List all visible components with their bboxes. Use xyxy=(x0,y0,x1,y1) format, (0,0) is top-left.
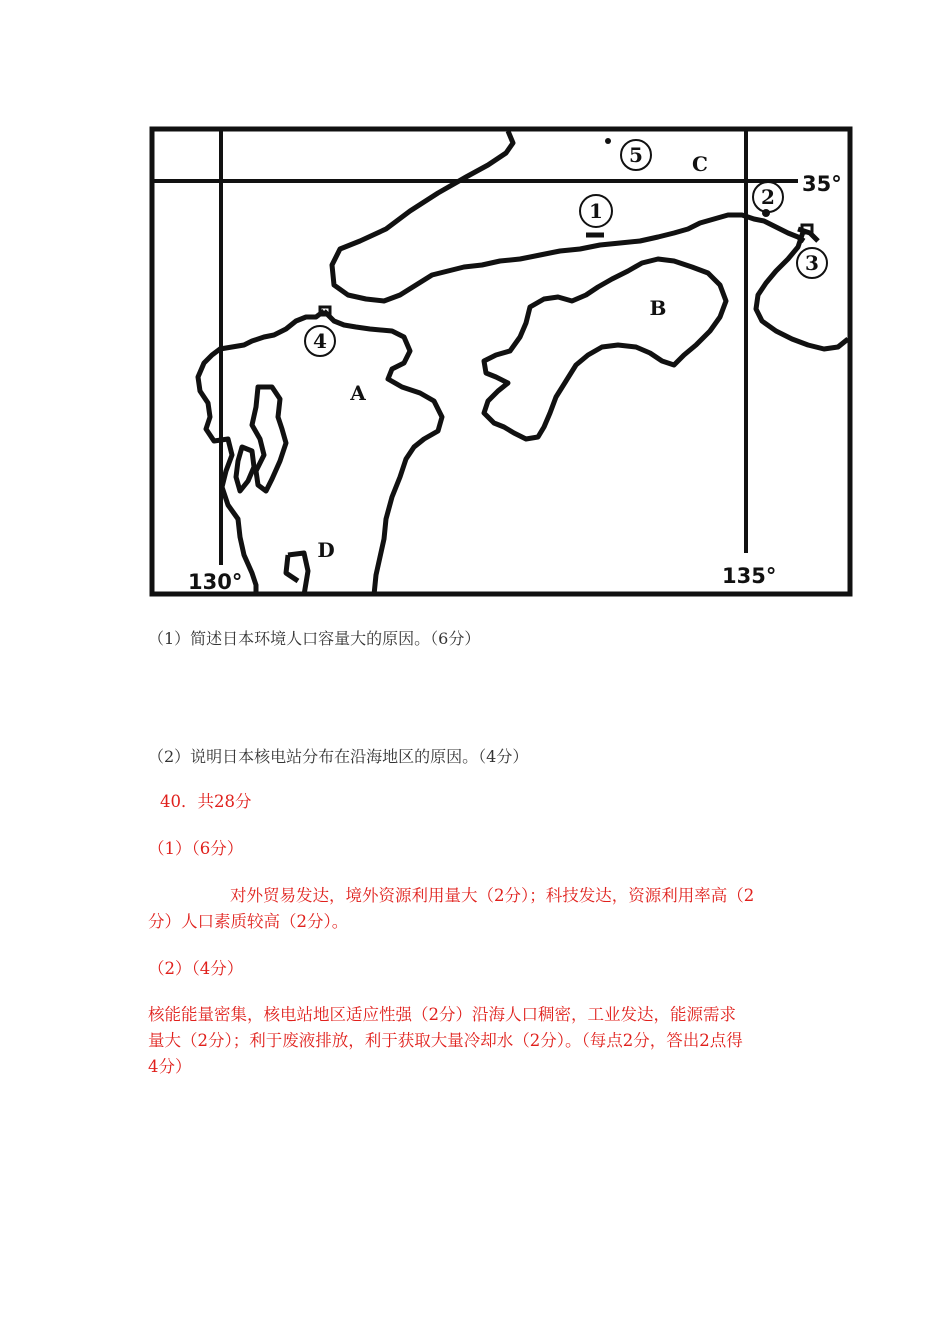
answer-2-line-1: 核能能量密集，核电站地区适应性强（2分）沿海人口稠密，工业发达，能源需求 xyxy=(148,1005,736,1024)
circle-label-2 xyxy=(753,182,783,212)
shikoku-coastline xyxy=(484,259,726,439)
circle-label-4 xyxy=(305,326,335,356)
question-1: （1）简述日本环境人口容量大的原因。（6分） xyxy=(148,629,481,648)
answer-2-line-2: 量大（2分）；利于废液排放，利于获取大量冷却水（2分）。（每点2分，答出2点得 xyxy=(148,1031,743,1050)
region-label-a: A xyxy=(350,381,366,405)
marker-3-box xyxy=(802,225,812,233)
amakusa-island xyxy=(252,387,286,491)
svg-text:4: 4 xyxy=(313,329,327,353)
answer-1-line-1: 对外贸易发达，境外资源利用量大（2分）；科技发达，资源利用率高（2 xyxy=(230,886,755,905)
circle-label-3 xyxy=(797,248,827,278)
marker-5-dot xyxy=(605,138,611,144)
circle-label-5 xyxy=(621,140,651,170)
small-island xyxy=(236,447,254,491)
answer-1-line-2: 分）人口素质较高（2分）。 xyxy=(148,912,349,931)
svg-text:3: 3 xyxy=(805,251,819,275)
lat-35-label: 35° xyxy=(802,172,842,196)
lon-135-label: 135° xyxy=(722,564,777,588)
question-2: （2）说明日本核电站分布在沿海地区的原因。（4分） xyxy=(148,747,529,766)
honshu-coastline xyxy=(332,131,804,301)
svg-text:2: 2 xyxy=(761,185,775,209)
answer-2-line-3: 4分） xyxy=(148,1057,192,1076)
region-label-c: C xyxy=(692,152,708,176)
svg-text:1: 1 xyxy=(589,199,603,223)
honshu-east-coastline xyxy=(756,229,848,349)
kyushu-east-coastline xyxy=(324,311,442,595)
answer-1-label: （1）（6分） xyxy=(148,839,244,858)
answer-header: 40．共28分 xyxy=(160,792,252,811)
region-label-b: B xyxy=(649,296,667,320)
answer-2-label: （2）（4分） xyxy=(148,959,244,978)
svg-text:5: 5 xyxy=(629,143,643,167)
map-figure xyxy=(148,125,854,600)
circle-label-1 xyxy=(580,195,612,227)
south-island xyxy=(286,553,308,595)
region-label-d: D xyxy=(317,538,335,562)
lon-130-label: 130° xyxy=(188,570,243,594)
